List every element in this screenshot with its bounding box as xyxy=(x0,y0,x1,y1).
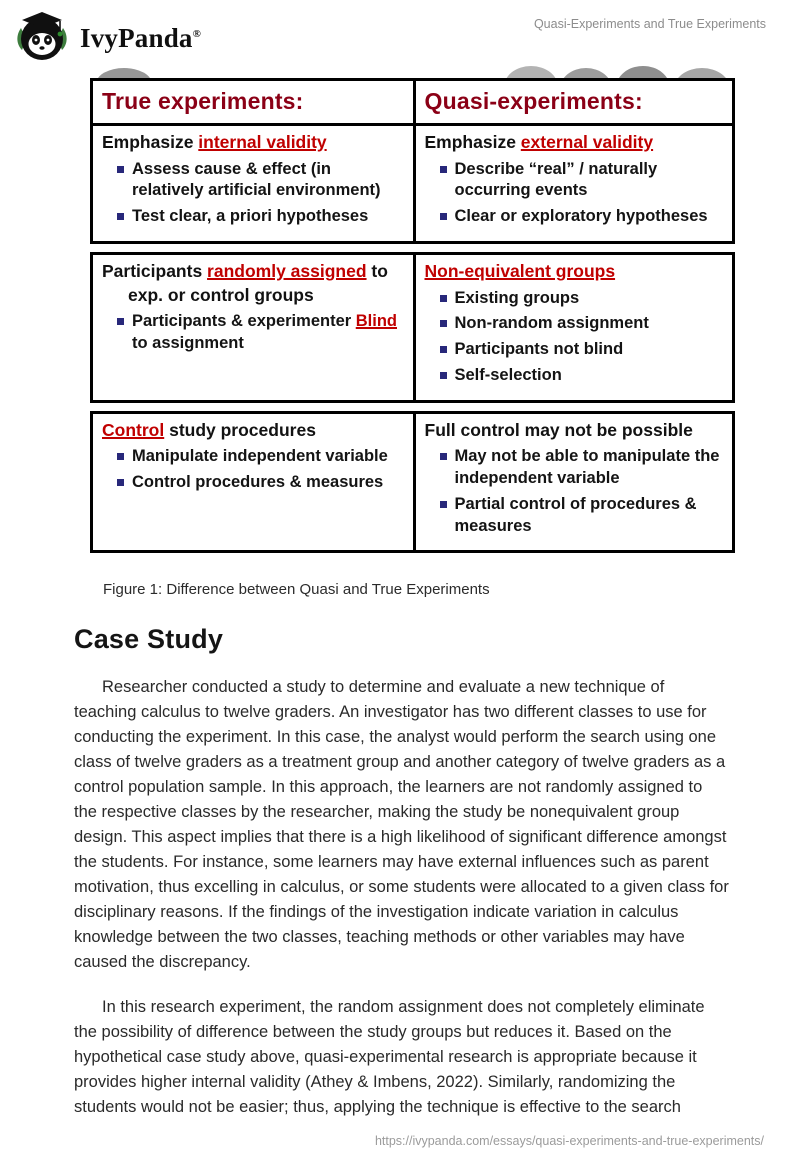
bullet-item: Existing groups xyxy=(455,288,725,310)
cell-heading: Control study procedures xyxy=(102,419,316,440)
bullet-list xyxy=(102,159,405,228)
brand[interactable] xyxy=(14,8,201,69)
cell-true-validity xyxy=(93,126,413,241)
cell-heading: Participants randomly assigned to exp. or control groups xyxy=(102,260,388,305)
bullet-item: Participants & experimenter Blind to assignment xyxy=(132,311,405,355)
emphasis-text: Control xyxy=(102,419,165,440)
bullet-list xyxy=(425,288,725,387)
bullet-item: Self-selection xyxy=(455,365,725,387)
table-section-validity xyxy=(90,78,735,244)
brand-name: IvyPanda® xyxy=(80,23,202,53)
source-url-link[interactable]: https://ivypanda.com/essays/quasi-experiments-and-true-experiments/ xyxy=(374,1134,764,1148)
column-header-true-experiments: True experiments: xyxy=(93,81,413,126)
bullet-list xyxy=(425,159,725,228)
bullet-item: May not be able to manipulate the independent variable xyxy=(455,446,725,490)
bullet-item: Assess cause & effect (in relatively artificial environment) xyxy=(132,159,405,203)
bullet-item: Clear or exploratory hypotheses xyxy=(455,206,725,228)
emphasis-text: internal validity xyxy=(198,132,327,152)
cell-heading: Emphasize internal validity xyxy=(102,132,327,152)
cell-true-control xyxy=(93,414,413,551)
table-section-assignment xyxy=(90,252,735,403)
cell-heading xyxy=(425,260,725,284)
comparison-figure xyxy=(90,66,735,553)
emphasis-text: Non-equivalent groups xyxy=(424,260,616,281)
bullet-list xyxy=(102,311,405,355)
ivypanda-logo-icon xyxy=(14,8,70,69)
bullet-list xyxy=(102,446,405,494)
cell-quasi-control xyxy=(413,414,733,551)
section-heading: Case Study xyxy=(74,624,224,655)
page-header xyxy=(0,0,800,66)
comparison-table xyxy=(90,78,735,553)
registered-mark: ® xyxy=(192,28,202,40)
cell-heading: Emphasize external validity xyxy=(424,132,654,152)
emphasis-text: randomly assigned xyxy=(207,260,367,281)
bullet-item: Non-random assignment xyxy=(455,313,725,335)
paragraph: In this research experiment, the random assignment does not completely eliminate the possibility of difference between the study groups but reduces it. Based on the hypothetical case study above, quasi-experimental research is appropriate because it provides higher internal validity (Athey & Imbens, 2022). Similarly, randomizing the students would not be easier; thus, applying the technique is effective to the search xyxy=(74,998,705,1117)
paragraph: Researcher conducted a study to determine and evaluate a new technique of teaching calculus to twelve graders. An investigator has two different classes to use for conducting the experiment. In this case, the analyst would perform the search using one class of twelve graders as a treatment group and another category of twelve graders as a control population sample. In this approach, the learners are not randomly assigned to the respective classes by the researcher, making the study be nonequivalent group design. This aspect implies that there is a high likelihood of significant difference amongst the students. For instance, some learners may have external influences such as parent motivation, thus excelling in calculus, or some students were allocated to a given class for disciplinary reasons. If the findings of the investigation indicate variation in calculus knowledge between the two classes, teaching methods or other variables may have caused the discrepancy. xyxy=(74,678,729,972)
column-header-quasi-experiments: Quasi-experiments: xyxy=(413,81,733,126)
bullet-item: Describe “real” / naturally occurring events xyxy=(455,159,725,203)
bullet-item: Test clear, a priori hypotheses xyxy=(132,206,405,228)
article-body xyxy=(0,624,800,1120)
bullet-item: Manipulate independent variable xyxy=(132,446,405,468)
bullet-item: Partial control of procedures & measures xyxy=(455,494,725,538)
cell-true-assignment xyxy=(93,255,413,400)
bullet-list xyxy=(425,446,725,537)
bullet-item: Participants not blind xyxy=(455,339,725,361)
document-title: Quasi-Experiments and True Experiments xyxy=(533,17,766,31)
emphasis-text: Blind xyxy=(355,312,397,331)
bullet-item: Control procedures & measures xyxy=(132,472,405,494)
cell-heading: Full control may not be possible xyxy=(424,419,693,440)
figure-caption: Figure 1: Difference between Quasi and True Experiments xyxy=(103,581,490,599)
cell-quasi-validity xyxy=(413,126,733,241)
table-section-control xyxy=(90,411,735,554)
cell-quasi-assignment xyxy=(413,255,733,400)
emphasis-text: external validity xyxy=(520,132,654,152)
